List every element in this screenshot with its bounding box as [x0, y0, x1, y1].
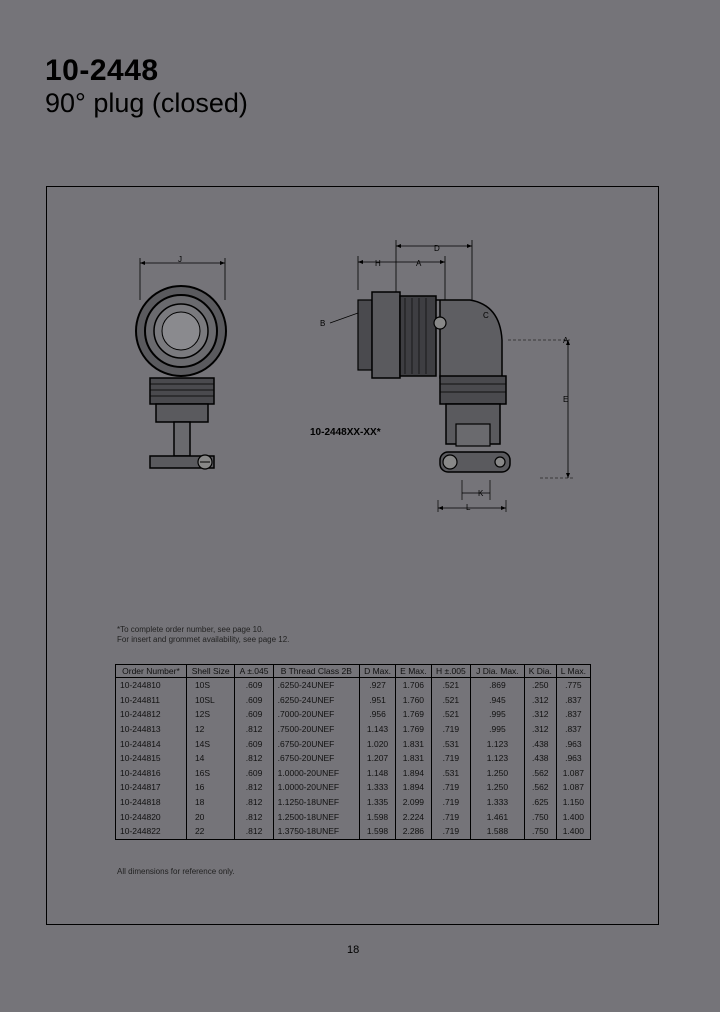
dim-b-label: B [320, 319, 326, 328]
table-cell: 1.831 [396, 751, 432, 766]
table-cell: .562 [524, 780, 556, 795]
table-cell: 10-244812 [116, 707, 187, 722]
table-cell: .438 [524, 736, 556, 751]
table-row [116, 795, 591, 810]
table-row [116, 678, 591, 693]
table-cell: 10-244817 [116, 780, 187, 795]
table-cell: 10SL [186, 693, 234, 708]
order-note: *To complete order number, see page 10. [117, 625, 264, 634]
side-view [330, 240, 575, 512]
table-cell: .531 [431, 736, 470, 751]
page-number: 18 [347, 944, 360, 956]
table-cell: .963 [556, 736, 590, 751]
table-cell: .625 [524, 795, 556, 810]
table-cell: 10-244816 [116, 766, 187, 781]
table-cell: 16 [186, 780, 234, 795]
col-h: H ±.005 [431, 665, 470, 678]
table-cell: 1.123 [471, 751, 525, 766]
table-cell: 1.250 [471, 766, 525, 781]
table-cell: 22 [186, 824, 234, 839]
table-cell: .719 [431, 809, 470, 824]
table-row [116, 809, 591, 824]
table-cell: .609 [235, 736, 273, 751]
table-cell: 1.148 [359, 766, 395, 781]
table-cell: 1.0000-20UNEF [273, 780, 359, 795]
table-cell: 1.461 [471, 809, 525, 824]
table-cell: .6250-24UNEF [273, 678, 359, 693]
table-cell: .837 [556, 693, 590, 708]
table-cell: 16S [186, 766, 234, 781]
table-row [116, 736, 591, 751]
table-cell: .521 [431, 678, 470, 693]
table-cell: 1.333 [471, 795, 525, 810]
table-row [116, 780, 591, 795]
table-cell: .995 [471, 722, 525, 737]
col-j: J Dia. Max. [471, 665, 525, 678]
table-cell: .812 [235, 722, 273, 737]
table-cell: .812 [235, 824, 273, 839]
table-cell: .521 [431, 693, 470, 708]
dim-h-label: H [375, 259, 381, 268]
table-cell: 1.020 [359, 736, 395, 751]
table-cell: .719 [431, 751, 470, 766]
table-cell: 1.087 [556, 780, 590, 795]
table-cell: 18 [186, 795, 234, 810]
table-cell: 10-244818 [116, 795, 187, 810]
table-cell: 10-244820 [116, 809, 187, 824]
table-cell: .750 [524, 809, 556, 824]
table-row [116, 722, 591, 737]
table-cell: .812 [235, 780, 273, 795]
table-cell: 10-244810 [116, 678, 187, 693]
table-cell: 10-244814 [116, 736, 187, 751]
table-cell: .963 [556, 751, 590, 766]
table-cell: .312 [524, 693, 556, 708]
table-cell: 12 [186, 722, 234, 737]
dim-l-label: L [466, 503, 471, 512]
col-b: B Thread Class 2B [273, 665, 359, 678]
table-cell: 2.286 [396, 824, 432, 839]
table-cell: 12S [186, 707, 234, 722]
table-cell: .609 [235, 766, 273, 781]
table-cell: 1.588 [471, 824, 525, 839]
dim-k-label: K [478, 489, 484, 498]
table-row [116, 751, 591, 766]
table-cell: 1.400 [556, 809, 590, 824]
col-k: K Dia. [524, 665, 556, 678]
table-cell: 1.123 [471, 736, 525, 751]
table-cell: 1.0000-20UNEF [273, 766, 359, 781]
front-view-j-label: J [178, 255, 182, 264]
table-cell: .609 [235, 707, 273, 722]
table-cell: 1.333 [359, 780, 395, 795]
col-a: A ±.045 [235, 665, 273, 678]
table-cell: 1.250 [471, 780, 525, 795]
part-number: 10-2448 [45, 54, 159, 87]
table-cell: .719 [431, 824, 470, 839]
table-cell: 1.894 [396, 766, 432, 781]
table-cell: 1.769 [396, 722, 432, 737]
reference-footnote: All dimensions for reference only. [117, 867, 235, 876]
table-cell: 1.3750-18UNEF [273, 824, 359, 839]
table-cell: .775 [556, 678, 590, 693]
col-shell: Shell Size [186, 665, 234, 678]
table-cell: 1.2500-18UNEF [273, 809, 359, 824]
table-cell: .312 [524, 722, 556, 737]
table-cell: 10-244811 [116, 693, 187, 708]
table-cell: .837 [556, 707, 590, 722]
table-cell: 1.207 [359, 751, 395, 766]
table-cell: 1.143 [359, 722, 395, 737]
dim-c-label: C [483, 311, 489, 320]
table-cell: 10-244815 [116, 751, 187, 766]
table-cell: .562 [524, 766, 556, 781]
table-cell: 1.087 [556, 766, 590, 781]
table-cell: .719 [431, 795, 470, 810]
table-cell: .250 [524, 678, 556, 693]
table-cell: .7500-20UNEF [273, 722, 359, 737]
part-subtitle: 90° plug (closed) [45, 88, 248, 118]
col-order: Order Number* [116, 665, 187, 678]
model-label: 10-2448XX-XX* [310, 427, 381, 438]
table-cell: .956 [359, 707, 395, 722]
table-cell: 1.769 [396, 707, 432, 722]
table-cell: .951 [359, 693, 395, 708]
dim-a2-label: A [563, 336, 569, 345]
table-cell: 1.598 [359, 824, 395, 839]
table-cell: .6750-20UNEF [273, 751, 359, 766]
col-l: L Max. [556, 665, 590, 678]
table-header-row [116, 665, 591, 678]
table-cell: 1.598 [359, 809, 395, 824]
table-cell: 14S [186, 736, 234, 751]
table-cell: 2.224 [396, 809, 432, 824]
table-cell: .438 [524, 751, 556, 766]
table-cell: .927 [359, 678, 395, 693]
dim-e-label: E [563, 395, 569, 404]
table-cell: .521 [431, 707, 470, 722]
table-cell: .869 [471, 678, 525, 693]
table-cell: 1.1250-18UNEF [273, 795, 359, 810]
table-cell: 20 [186, 809, 234, 824]
dim-d-label: D [434, 244, 440, 253]
table-cell: .6750-20UNEF [273, 736, 359, 751]
table-cell: .812 [235, 795, 273, 810]
table-cell: 14 [186, 751, 234, 766]
table-cell: .609 [235, 693, 273, 708]
dimensions-table [115, 664, 591, 840]
availability-note: For insert and grommet availability, see page 12. [117, 635, 290, 644]
front-view [136, 258, 226, 469]
table-cell: 1.150 [556, 795, 590, 810]
table-cell: .6250-24UNEF [273, 693, 359, 708]
table-cell: 1.831 [396, 736, 432, 751]
table-cell: 1.760 [396, 693, 432, 708]
table-cell: .609 [235, 678, 273, 693]
table-cell: 2.099 [396, 795, 432, 810]
table-cell: 10-244813 [116, 722, 187, 737]
table-cell: .812 [235, 751, 273, 766]
table-cell: 10S [186, 678, 234, 693]
col-e: E Max. [396, 665, 432, 678]
table-cell: 1.894 [396, 780, 432, 795]
table-cell: .531 [431, 766, 470, 781]
table-row [116, 707, 591, 722]
table-cell: .945 [471, 693, 525, 708]
table-row [116, 824, 591, 839]
table-cell: .995 [471, 707, 525, 722]
col-d: D Max. [359, 665, 395, 678]
dim-a-label: A [416, 259, 422, 268]
table-row [116, 766, 591, 781]
table-row [116, 693, 591, 708]
table-cell: 1.706 [396, 678, 432, 693]
table-cell: .719 [431, 780, 470, 795]
table-cell: .719 [431, 722, 470, 737]
table-cell: .7000-20UNEF [273, 707, 359, 722]
table-cell: .750 [524, 824, 556, 839]
table-cell: 1.335 [359, 795, 395, 810]
table-cell: .812 [235, 809, 273, 824]
table-cell: .837 [556, 722, 590, 737]
table-cell: 10-244822 [116, 824, 187, 839]
table-cell: 1.400 [556, 824, 590, 839]
table-cell: .312 [524, 707, 556, 722]
